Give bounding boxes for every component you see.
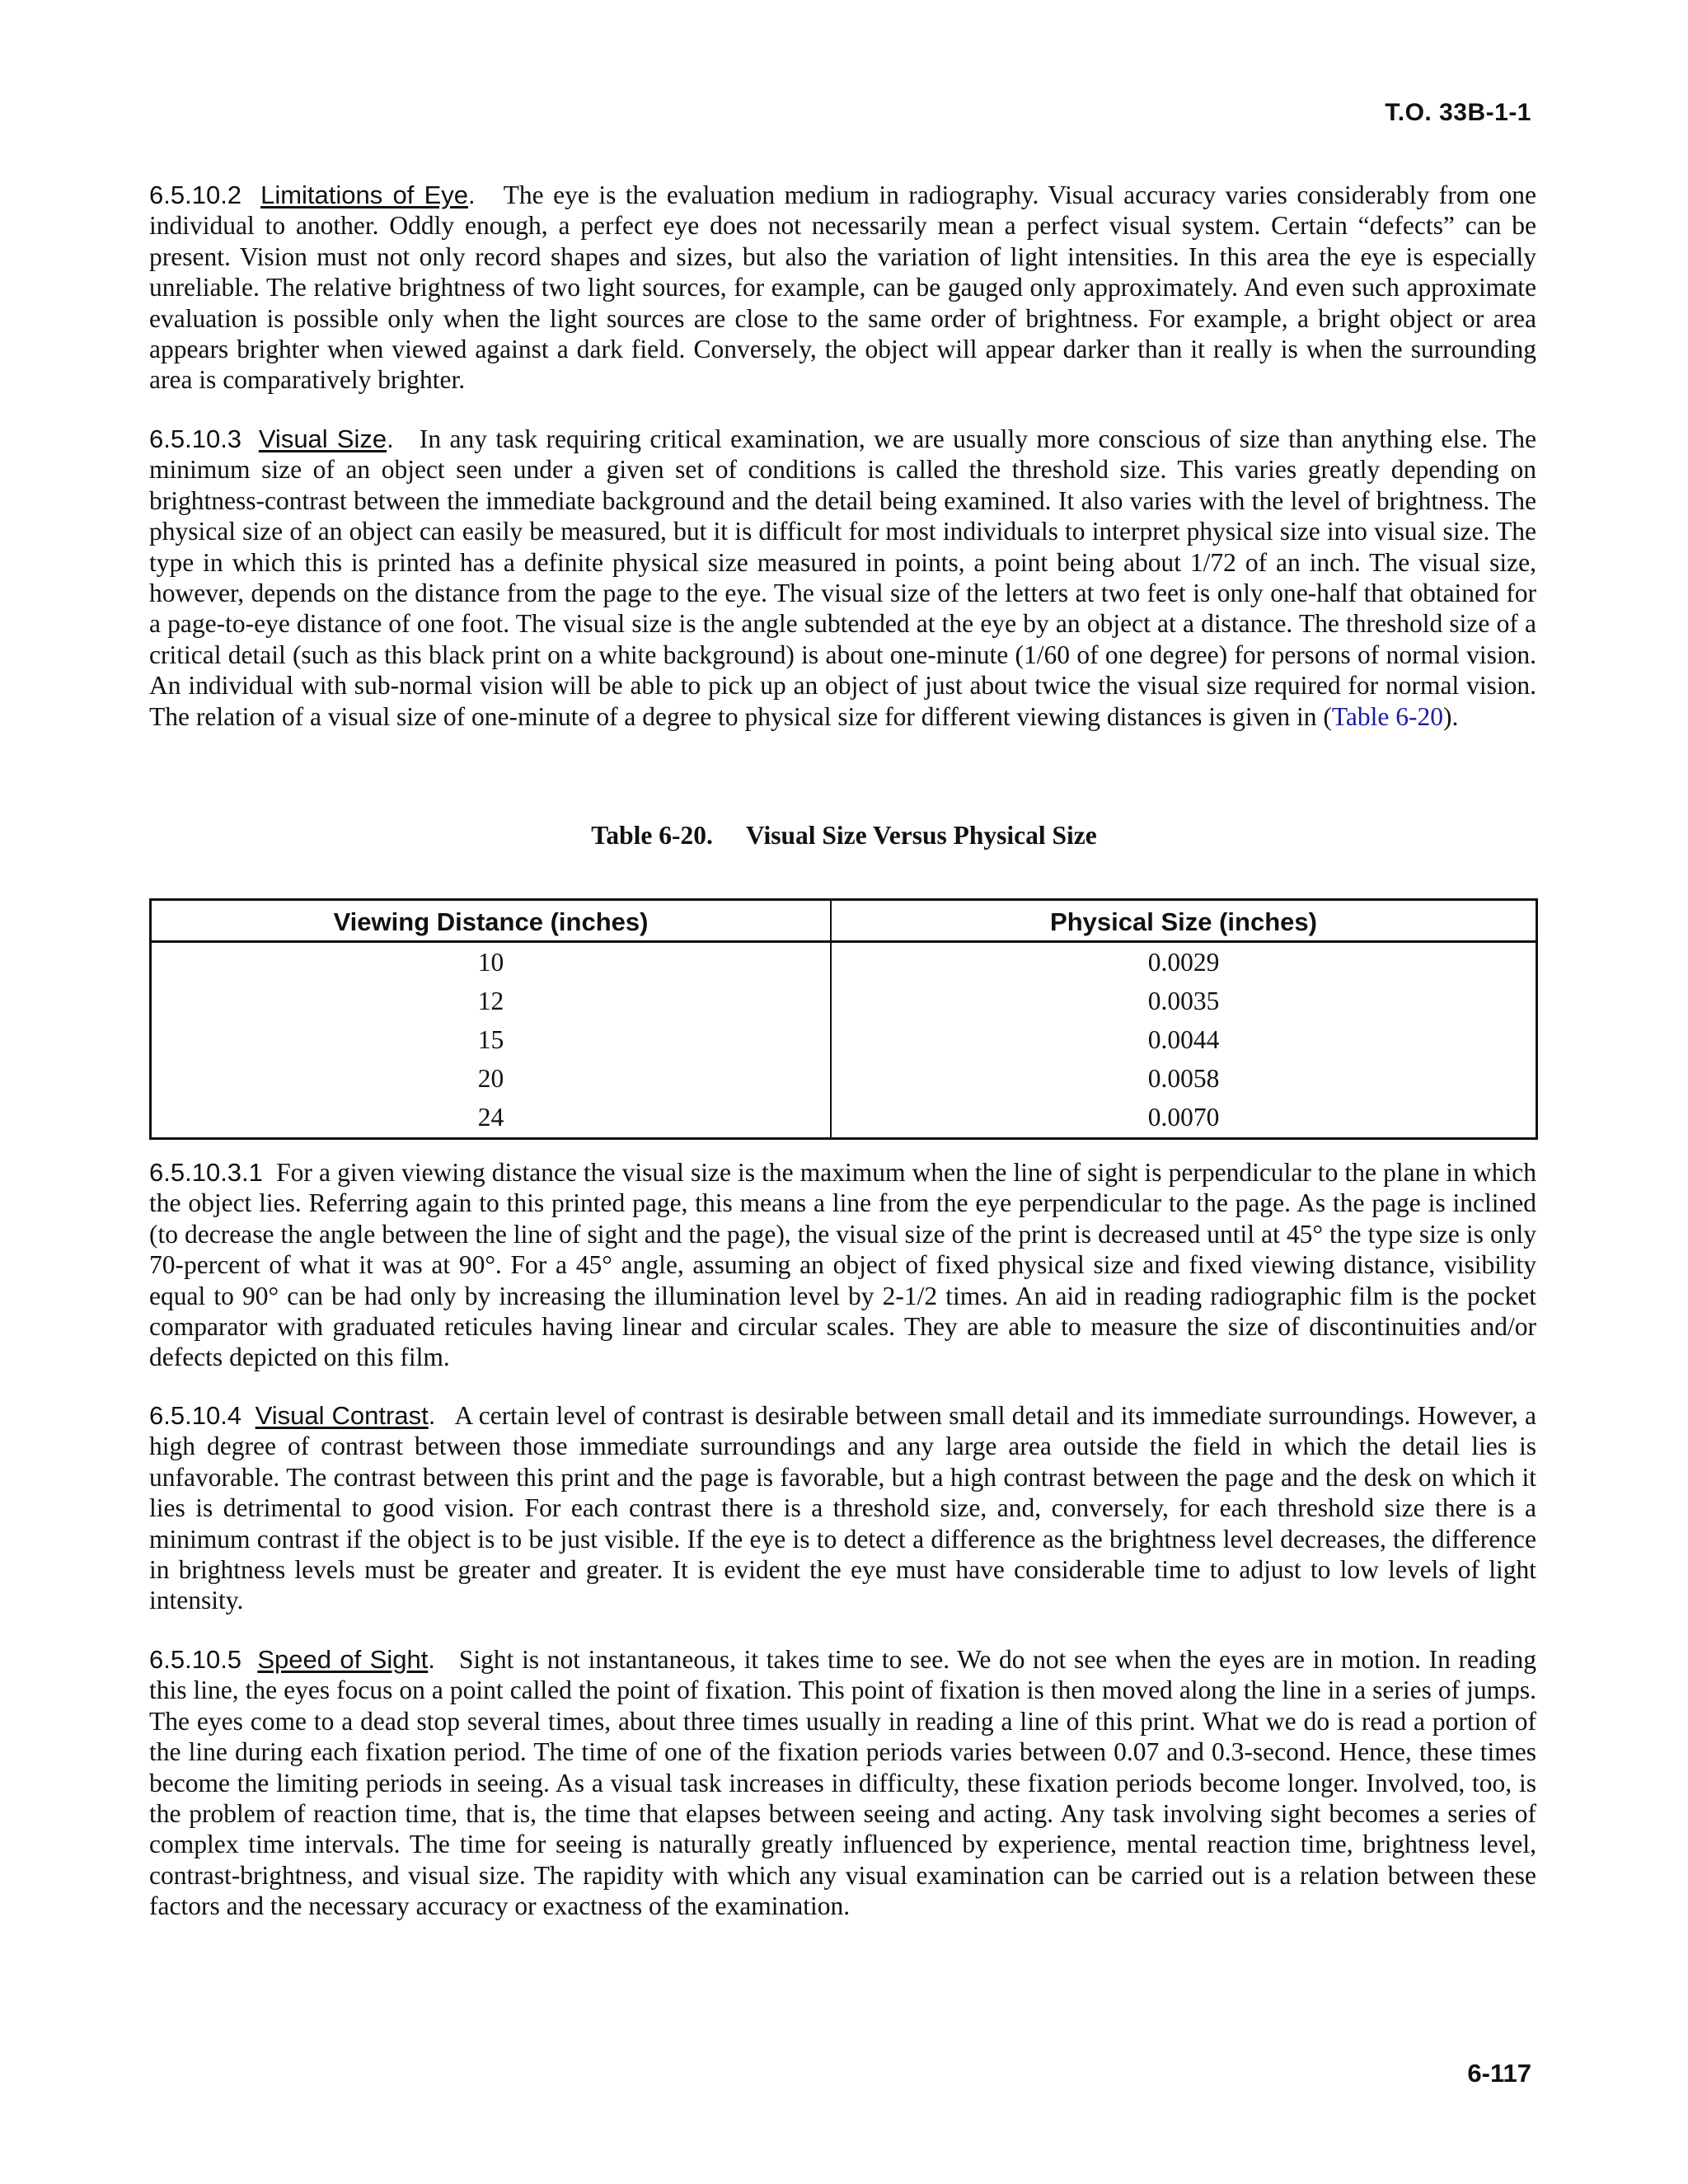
section-body: In any task requiring critical examination, we are usually more conscious of size than anything else. The minimum size of an object seen under a given set of conditions is called the threshold size. This varies greatly depending on brightness-contrast between the immediate background and the detail being examined. It also varies with the level of brightness. The physical size of an object can easily be measured, but it is difficult for most individuals to interpret physical size into visual size. The type in which this is printed has a definite physical size measured in points, a point being about 1/72 of an inch. The visual size, however, depends on the distance from the page to the eye. The visual size of the letters at two feet is only one-half that obtained for a page-to-eye distance of one foot. The visual size is the angle subtended at the eye by an object at a distance. The threshold size of a critical detail (such as this black print on a white background) is about one-minute (1/60 of one degree) for persons of normal vision. An individual with sub-normal vision will be able to pick up an object of just about twice the visual size required for normal vision. The relation of a visual size of one-minute of a degree to physical size for different viewing distances is given in ( <box>149 424 1536 731</box>
section-body: The eye is the evaluation medium in radiography. Visual accuracy varies considerably from one individual to another. Oddly enough, a perfect eye does not necessarily mean a perfect visual system. Certain “defects” can be present. Vision must not only record shapes and sizes, but also the variation of light intensities. In this area the eye is especially unreliable. The relative brightness of two light sources, for example, can be gauged only approximately. And even such approximate evaluation is possible only when the light sources are close to the same order of brightness. For example, a bright object or area appears brighter when viewed against a dark field. Conversely, the object will appear darker than it really is when the surrounding area is comparatively brighter. <box>149 180 1537 395</box>
document-id: T.O. 33B-1-1 <box>1385 99 1531 126</box>
table-cell: 15 <box>151 1021 832 1060</box>
table-cell: 10 <box>151 942 832 982</box>
page-number: 6-117 <box>1467 2059 1531 2088</box>
section-limitations-of-eye: 6.5.10.2 Limitations of Eye. The eye is the evaluation medium in radiography. Visual accuracy varies considerably from one individual to another. Oddly enough, a perfect eye does not necessarily mean a perfect visual system. Certain “defects” can be present. Vision must not only record shapes and sizes, but also the variation of light intensities. In this area the eye is especially unreliable. The relative brightness of two light sources, for example, can be gauged only approximately. And even such approximate evaluation is possible only when the light sources are close to the same order of brightness. For example, a bright object or area appears brighter when viewed against a dark field. Conversely, the object will appear darker than it really is when the surrounding area is comparatively brighter. <box>149 180 1537 395</box>
section-title: Visual Contrast <box>255 1401 429 1430</box>
table-header-row <box>151 900 1537 942</box>
table-row <box>151 982 1537 1021</box>
section-title: Speed of Sight <box>257 1645 429 1674</box>
section-body: A certain level of contrast is desirable between small detail and its immediate surroundings. However, a high degree of contrast between those immediate surroundings and any large area outside the field in which the detail lies is unfavorable. The contrast between this print and the page is favorable, but a high contrast between the page and the desk on which it lies is detrimental to good vision. For each contrast there is a threshold size, and, conversely, for each threshold size there is a minimum contrast if the object is to be just visible. If the eye is to detect a difference as the brightness level decreases, the difference in brightness levels must be greater and greater. It is evident the eye must have considerable time to adjust to low levels of light intensity. <box>149 1401 1537 1615</box>
table-row <box>151 1099 1537 1139</box>
table-cell: 0.0044 <box>1147 1025 1220 1054</box>
table-row <box>151 942 1537 982</box>
table-cell: 0.0070 <box>1147 1103 1220 1132</box>
section-number: 6.5.10.2 <box>149 180 242 209</box>
table-cell: 0.0029 <box>1147 947 1220 977</box>
section-number: 6.5.10.4 <box>149 1401 242 1430</box>
table-caption <box>0 821 1688 851</box>
table-cell: 12 <box>151 982 832 1021</box>
section-number: 6.5.10.3 <box>149 424 242 453</box>
section-viewing-angle <box>149 1157 1536 1373</box>
table-6-20-link[interactable]: Table 6-20 <box>1331 701 1443 731</box>
table-cell: 0.0035 <box>1147 987 1220 1015</box>
section-title: Visual Size <box>258 424 387 453</box>
visual-size-table <box>149 898 1538 1140</box>
section-speed-of-sight: 6.5.10.5 Speed of Sight. Sight is not instantaneous, it takes time to see. We do not see when the eyes are in motion. In reading this line, the eyes focus on a point called the point of fixation. This point of fixation is then moved along the line in a series of jumps. The eyes come to a dead stop several times, about three times usually in reading a line of this print. What we do is read a portion of the line during each fixation period. The time of one of the fixation periods varies between 0.07 and 0.3-second. Hence, these times become the limiting periods in seeing. As a visual task increases in difficulty, these fixation periods become longer. Involved, too, is the problem of reaction time, that is, the time that elapses between seeing and acting. Any task involving sight becomes a series of complex time intervals. The time for seeing is naturally greatly influenced by experience, mental reaction time, brightness level, contrast-brightness, and visual size. The rapidity with which any visual examination can be carried out is a relation between these factors and the necessary accuracy or exactness of the examination. <box>149 1645 1536 1921</box>
table-cell: 0.0058 <box>1147 1064 1220 1093</box>
section-visual-contrast: 6.5.10.4 Visual Contrast. A certain level of contrast is desirable between small detail and its immediate surroundings. However, a high degree of contrast between those immediate surroundings and any large area outside the field in which the detail lies is unfavorable. The contrast between this print and the page is favorable, but a high contrast between the page and the desk on which it lies is detrimental to good vision. For each contrast there is a threshold size, and, conversely, for each threshold size there is a minimum contrast if the object is to be just visible. If the eye is to detect a difference as the brightness level decreases, the difference in brightness levels must be greater and greater. It is evident the eye must have considerable time to adjust to low levels of light intensity. <box>149 1401 1537 1615</box>
table-label: Table 6-20. <box>591 821 713 850</box>
table-cell: 24 <box>151 1099 832 1139</box>
table-row <box>151 1060 1537 1099</box>
table-row <box>151 1021 1537 1060</box>
table-title: Visual Size Versus Physical Size <box>745 821 1097 850</box>
column-header-viewing-distance: Viewing Distance (inches) <box>151 900 832 942</box>
section-number: 6.5.10.5 <box>149 1645 242 1674</box>
section-number: 6.5.10.3.1 <box>149 1158 263 1187</box>
section-body: For a given viewing distance the visual size is the maximum when the line of sight is perpendicular to the plane in which the object lies. Referring again to this printed page, this means a line from the eye perpendicular to the page. As the page is inclined (to decrease the angle between the line of sight and the page), the visual size of the print is decreased until at 45° the type size is only 70-percent of what it was at 90°. For a 45° angle, assuming an object of fixed physical size and fixed viewing distance, visibility equal to 90° can be had only by increasing the illumination level by 2-1/2 times. An aid in reading radiographic film is the pocket comparator with graduated reticules having linear and circular scales. They are able to measure the size of discontinuities and/or defects depicted on this film. <box>149 1158 1537 1372</box>
table-cell: 20 <box>151 1060 832 1099</box>
section-body-end: ). <box>1442 701 1459 731</box>
section-visual-size: 6.5.10.3 Visual Size. In any task requiring critical examination, we are usually more conscious of size than anything else. The minimum size of an object seen under a given set of conditions is called the threshold size. This varies greatly depending on brightness-contrast between the immediate background and the detail being examined. It also varies with the level of brightness. The physical size of an object can easily be measured, but it is difficult for most individuals to interpret physical size into visual size. The type in which this is printed has a definite physical size measured in points, a point being about 1/72 of an inch. The visual size, however, depends on the distance from the page to the eye. The visual size of the letters at two feet is only one-half that obtained for a page-to-eye distance of one foot. The visual size is the angle subtended at the eye by an object at a distance. The threshold size of a critical detail (such as this black print on a white background) is about one-minute (1/60 of one degree) for persons of normal vision. An individual with sub-normal vision will be able to pick up an object of just about twice the visual size required for normal vision. The relation of a visual size of one-minute of a degree to physical size for different viewing distances is given in (Table 6-20). <box>149 424 1536 731</box>
section-title: Limitations of Eye <box>260 180 469 209</box>
section-body: Sight is not instantaneous, it takes time to see. We do not see when the eyes are in motion. In reading this line, the eyes focus on a point called the point of fixation. This point of fixation is then moved along the line in a series of jumps. The eyes come to a dead stop several times, about three times usually in reading a line of this print. What we do is read a portion of the line during each fixation period. The time of one of the fixation periods varies between 0.07 and 0.3-second. Hence, these times become the limiting periods in seeing. As a visual task increases in difficulty, these fixation periods become longer. Involved, too, is the problem of reaction time, that is, the time that elapses between seeing and acting. Any task involving sight becomes a series of complex time intervals. The time for seeing is naturally greatly influenced by experience, mental reaction time, brightness level, contrast-brightness, and visual size. The rapidity with which any visual examination can be carried out is a relation between these factors and the necessary accuracy or exactness of the examination. <box>149 1645 1536 1921</box>
column-header-physical-size: Physical Size (inches) <box>831 900 1537 942</box>
